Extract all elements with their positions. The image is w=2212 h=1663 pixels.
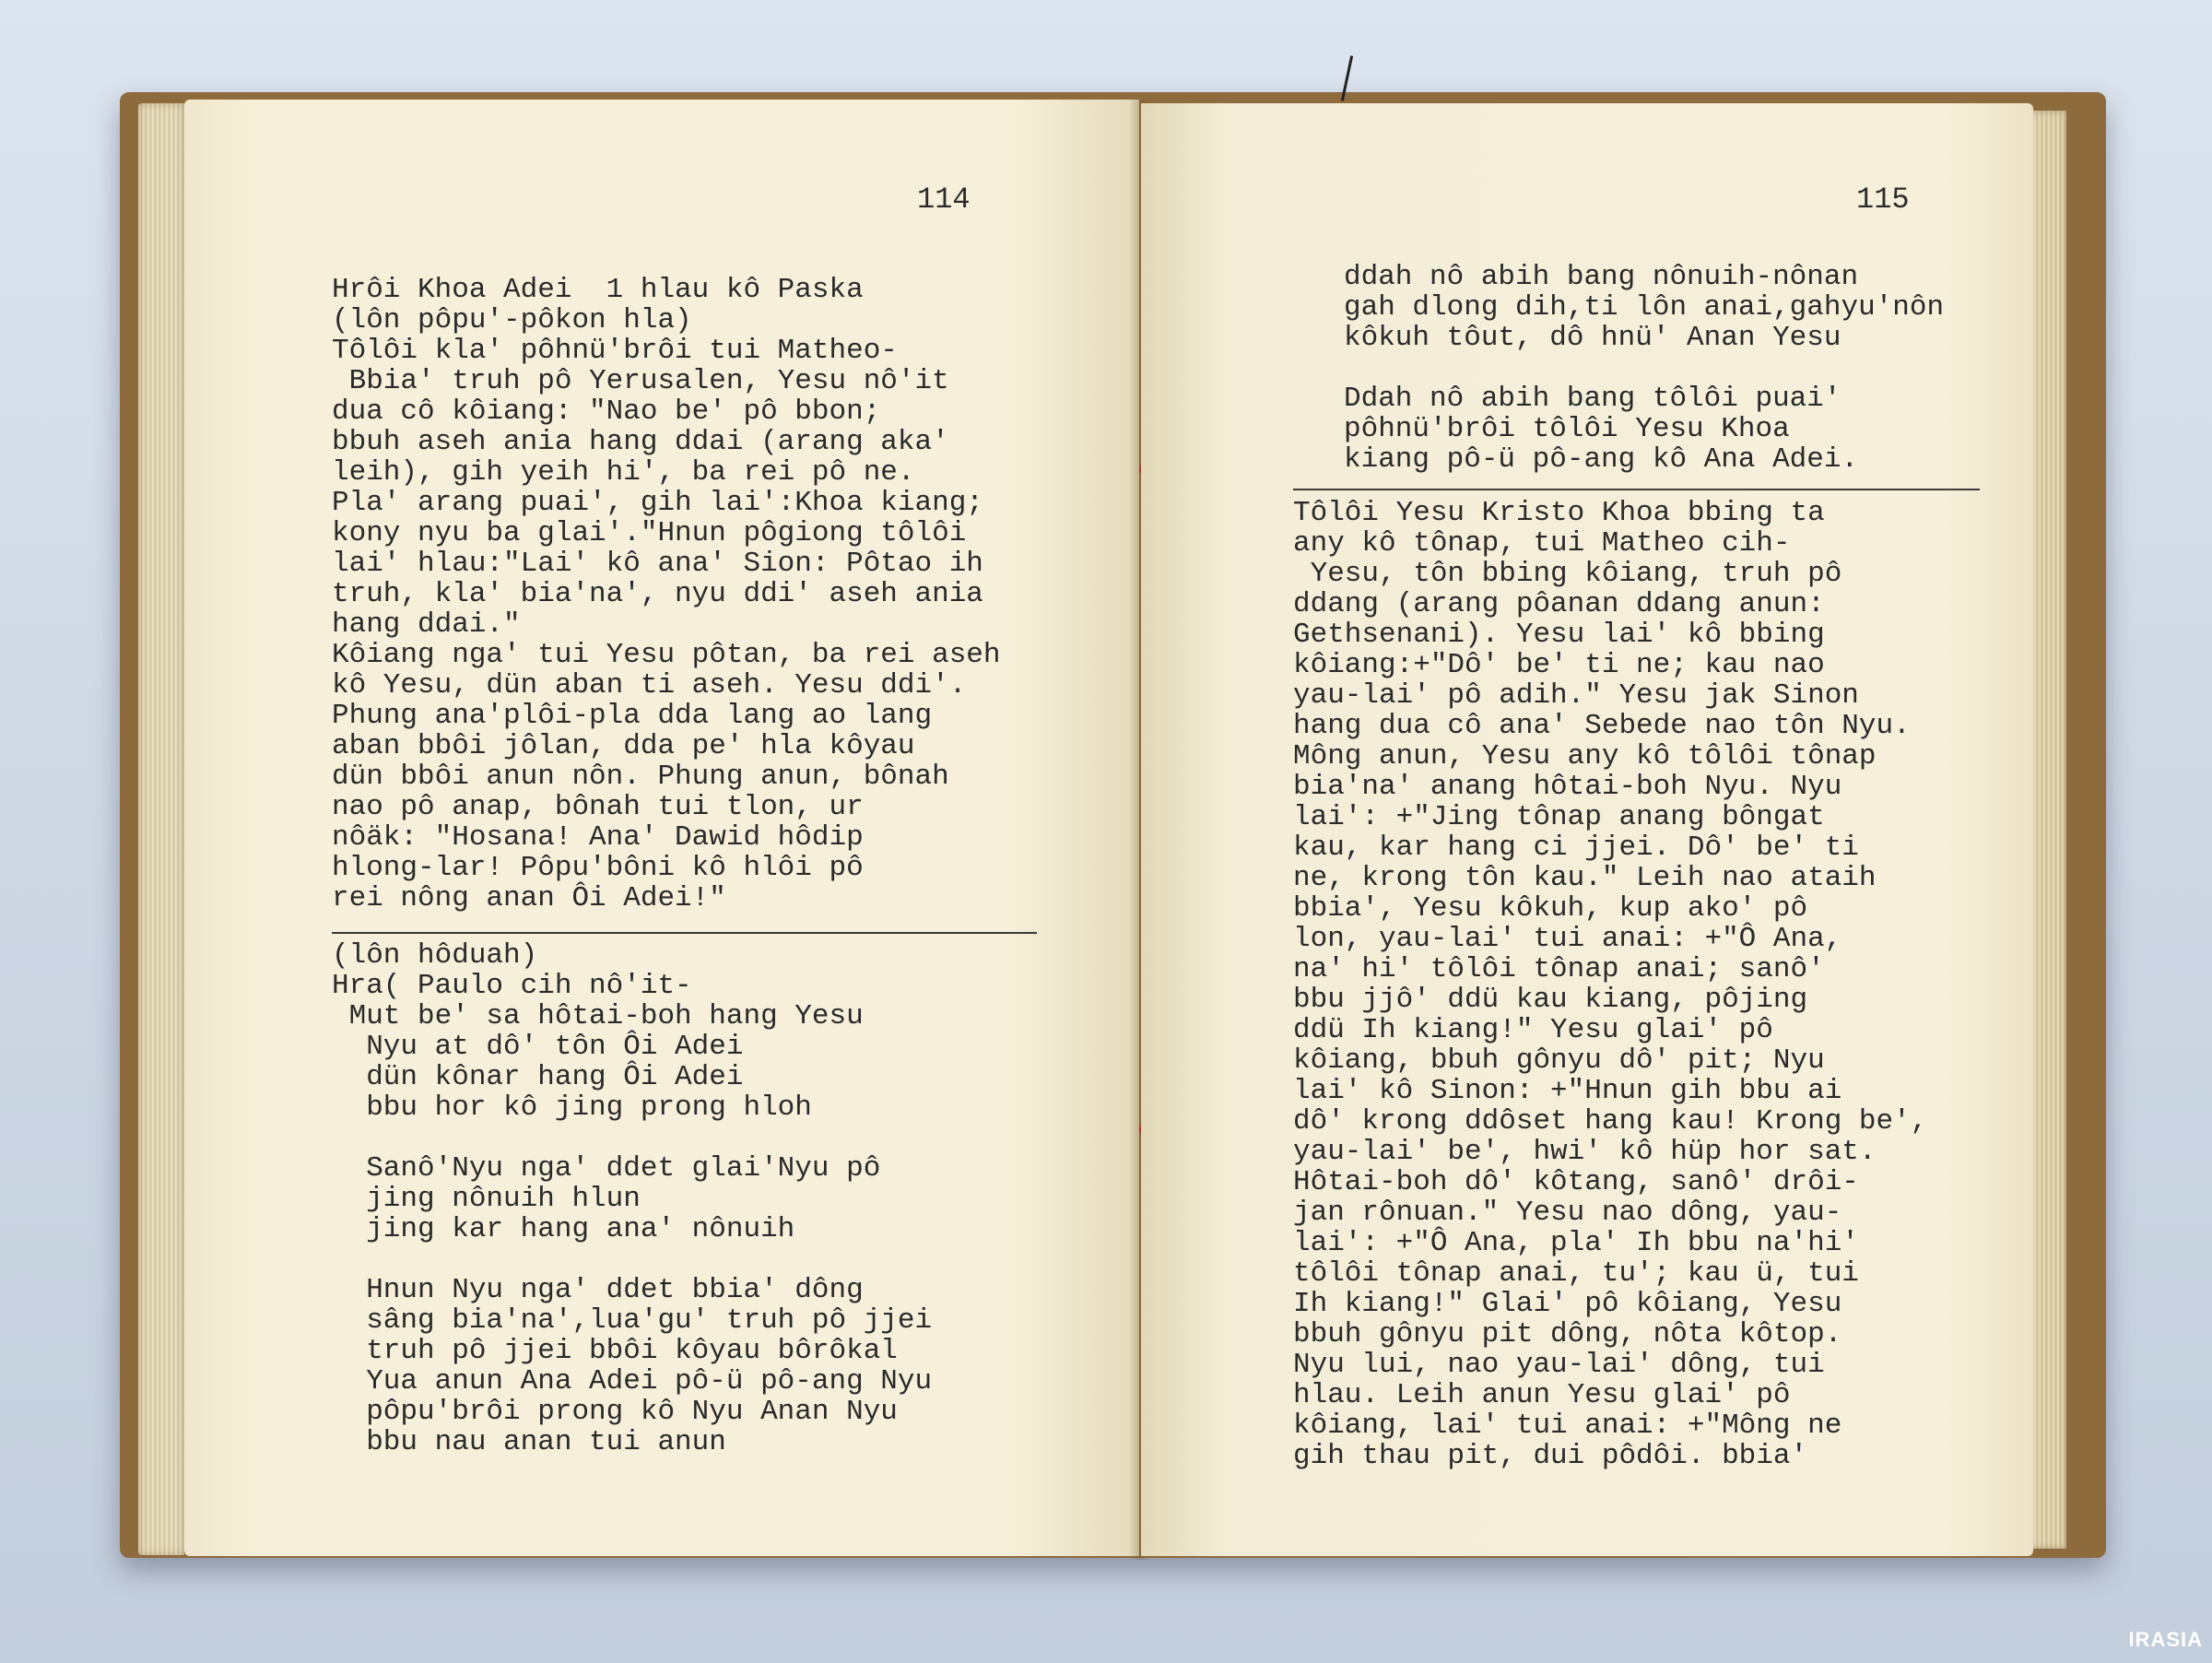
section-divider: [1293, 489, 1980, 490]
text-line: lon, yau-lai' tui anai: +"Ô Ana,: [1293, 923, 1842, 955]
text-line: Kôiang nga' tui Yesu pôtan, ba rei aseh: [332, 639, 1001, 671]
left-page: [184, 100, 1139, 1556]
text-line: hang ddai.": [332, 608, 521, 641]
text-line: dün bbôi anun nôn. Phung anun, bônah: [332, 761, 949, 793]
text-line: leih), gih yeih hi', ba rei pô ne.: [332, 456, 915, 489]
text-line: jan rônuan." Yesu nao dông, yau-: [1293, 1197, 1842, 1229]
text-line: Tôlôi kla' pôhnü'brôi tui Matheo-: [332, 335, 898, 367]
text-line: pôpu'brôi prong kô Nyu Anan Nyu: [332, 1396, 898, 1428]
text-line: bbuh aseh ania hang ddai (arang aka': [332, 426, 949, 458]
text-line: kau, kar hang ci jjei. Dô' be' ti: [1293, 832, 1859, 864]
text-line: Gethsenani). Yesu lai' kô bbing: [1293, 619, 1825, 651]
text-line: Ih kiang!" Glai' pô kôiang, Yesu: [1293, 1288, 1842, 1320]
text-line: Yua anun Ana Adei pô-ü pô-ang Nyu: [332, 1365, 933, 1398]
text-line: kôiang, lai' tui anai: +"Mông ne: [1293, 1409, 1842, 1442]
text-line: yau-lai' pô adih." Yesu jak Sinon: [1293, 679, 1859, 712]
right-page-text-top: [1344, 262, 1944, 475]
text-line: Bbia' truh pô Yerusalen, Yesu nô'it: [332, 365, 949, 397]
text-line: pôhnü'brôi tôlôi Yesu Khoa: [1344, 413, 1790, 445]
text-line: Pla' arang puai', gih lai':Khoa kiang;: [332, 487, 983, 519]
text-line: lai' hlau:"Lai' kô ana' Sion: Pôtao ih: [332, 548, 983, 580]
text-line: nôäk: "Hosana! Ana' Dawid hôdip: [332, 821, 864, 854]
text-line: tôlôi tônap anai, tu'; kau ü, tui: [1293, 1257, 1859, 1290]
text-line: lai': +"Ô Ana, pla' Ih bbu na'hi': [1293, 1227, 1859, 1259]
left-page-text-top: [332, 275, 1001, 914]
text-line: Tôlôi Yesu Kristo Khoa bbing ta: [1293, 497, 1825, 529]
text-line: kiang pô-ü pô-ang kô Ana Adei.: [1344, 443, 1859, 476]
text-line: truh, kla' bia'na', nyu ddi' aseh ania: [332, 578, 983, 610]
text-line: kôiang, bbuh gônyu dô' pit; Nyu: [1293, 1044, 1825, 1077]
text-line: dün kônar hang Ôi Adei: [332, 1061, 744, 1093]
text-line: truh pô jjei bbôi kôyau bôrôkal: [332, 1335, 898, 1367]
text-line: bbia', Yesu kôkuh, kup ako' pô: [1293, 892, 1808, 925]
text-line: na' hi' tôlôi tônap anai; sanô': [1293, 953, 1825, 985]
text-line: ne, krong tôn kau." Leih nao ataih: [1293, 862, 1877, 894]
text-line: Yesu, tôn bbing kôiang, truh pô: [1293, 558, 1842, 590]
text-line: ddah nô abih bang nônuih-nônan: [1344, 261, 1859, 293]
text-line: bbu jjô' ddü kau kiang, pôjing: [1293, 984, 1808, 1016]
text-line: Nyu lui, nao yau-lai' dông, tui: [1293, 1349, 1825, 1381]
section-divider: [332, 932, 1037, 934]
text-line: hlau. Leih anun Yesu glai' pô: [1293, 1379, 1791, 1411]
text-line: bbu nau anan tui anun: [332, 1426, 726, 1458]
text-line: jing nônuih hlun: [332, 1183, 641, 1215]
text-line: sâng bia'na',lua'gu' truh pô jjei: [332, 1304, 933, 1337]
text-line: yau-lai' be', hwi' kô hüp hor sat.: [1293, 1136, 1877, 1168]
text-line: dua cô kôiang: "Nao be' pô bbon;: [332, 395, 881, 428]
text-line: lai': +"Jing tônap anang bôngat: [1293, 801, 1825, 833]
text-line: hlong-lar! Pôpu'bôni kô hlôi pô: [332, 852, 864, 884]
text-line: lai' kô Sinon: +"Hnun gih bbu ai: [1293, 1075, 1842, 1107]
text-line: aban bbôi jôlan, dda pe' hla kôyau: [332, 730, 915, 762]
text-line: nao pô anap, bônah tui tlon, ur: [332, 791, 864, 823]
text-line: bia'na' anang hôtai-boh Nyu. Nyu: [1293, 771, 1842, 803]
text-line: Mut be' sa hôtai-boh hang Yesu: [332, 1000, 864, 1032]
left-page-text-bottom: [332, 940, 932, 1457]
text-line: (lôn hôduah): [332, 939, 538, 972]
text-line: Sanô'Nyu nga' ddet glai'Nyu pô: [332, 1152, 881, 1185]
text-line: kony nyu ba glai'."Hnun pôgiong tôlôi: [332, 517, 967, 549]
text-line: Mông anun, Yesu any kô tôlôi tônap: [1293, 740, 1877, 773]
text-line: gah dlong dih,ti lôn anai,gahyu'nôn: [1344, 291, 1945, 324]
text-line: gih thau pit, dui pôdôi. bbia': [1293, 1440, 1808, 1472]
page-number: 115: [1856, 183, 1910, 217]
text-line: kô Yesu, dün aban ti aseh. Yesu ddi'.: [332, 669, 967, 702]
right-page: [1141, 103, 2033, 1556]
text-line: Phung ana'plôi-pla dda lang ao lang: [332, 700, 933, 732]
text-line: jing kar hang ana' nônuih: [332, 1213, 795, 1245]
text-line: (lôn pôpu'-pôkon hla): [332, 304, 692, 336]
text-line: Ddah nô abih bang tôlôi puai': [1344, 383, 1841, 415]
page-number: 114: [917, 183, 971, 217]
text-line: Hôtai-boh dô' kôtang, sanô' drôi-: [1293, 1166, 1859, 1198]
text-line: Nyu at dô' tôn Ôi Adei: [332, 1031, 744, 1063]
text-line: Hrôi Khoa Adei 1 hlau kô Paska: [332, 274, 864, 306]
text-line: rei nông anan Ôi Adei!": [332, 882, 726, 914]
text-line: Hra( Paulo cih nô'it-: [332, 970, 692, 1002]
text-line: Hnun Nyu nga' ddet bbia' dông: [332, 1274, 864, 1306]
text-line: ddü Ih kiang!" Yesu glai' pô: [1293, 1014, 1773, 1046]
text-line: kôkuh tôut, dô hnü' Anan Yesu: [1344, 322, 1841, 354]
text-line: hang dua cô ana' Sebede nao tôn Nyu.: [1293, 710, 1911, 742]
text-line: bbu hor kô jing prong hloh: [332, 1091, 812, 1124]
text-line: bbuh gônyu pit dông, nôta kôtop.: [1293, 1318, 1842, 1350]
watermark-label: IRASIA: [2128, 1628, 2203, 1651]
text-line: dô' krong ddôset hang kau! Krong be',: [1293, 1105, 1928, 1138]
right-page-text-bottom: [1293, 498, 1927, 1471]
text-line: ddang (arang pôanan ddang anun:: [1293, 588, 1825, 620]
text-line: any kô tônap, tui Matheo cih-: [1293, 527, 1791, 560]
text-line: kôiang:+"Dô' be' ti ne; kau nao: [1293, 649, 1825, 681]
page-edges-left: [138, 103, 184, 1555]
